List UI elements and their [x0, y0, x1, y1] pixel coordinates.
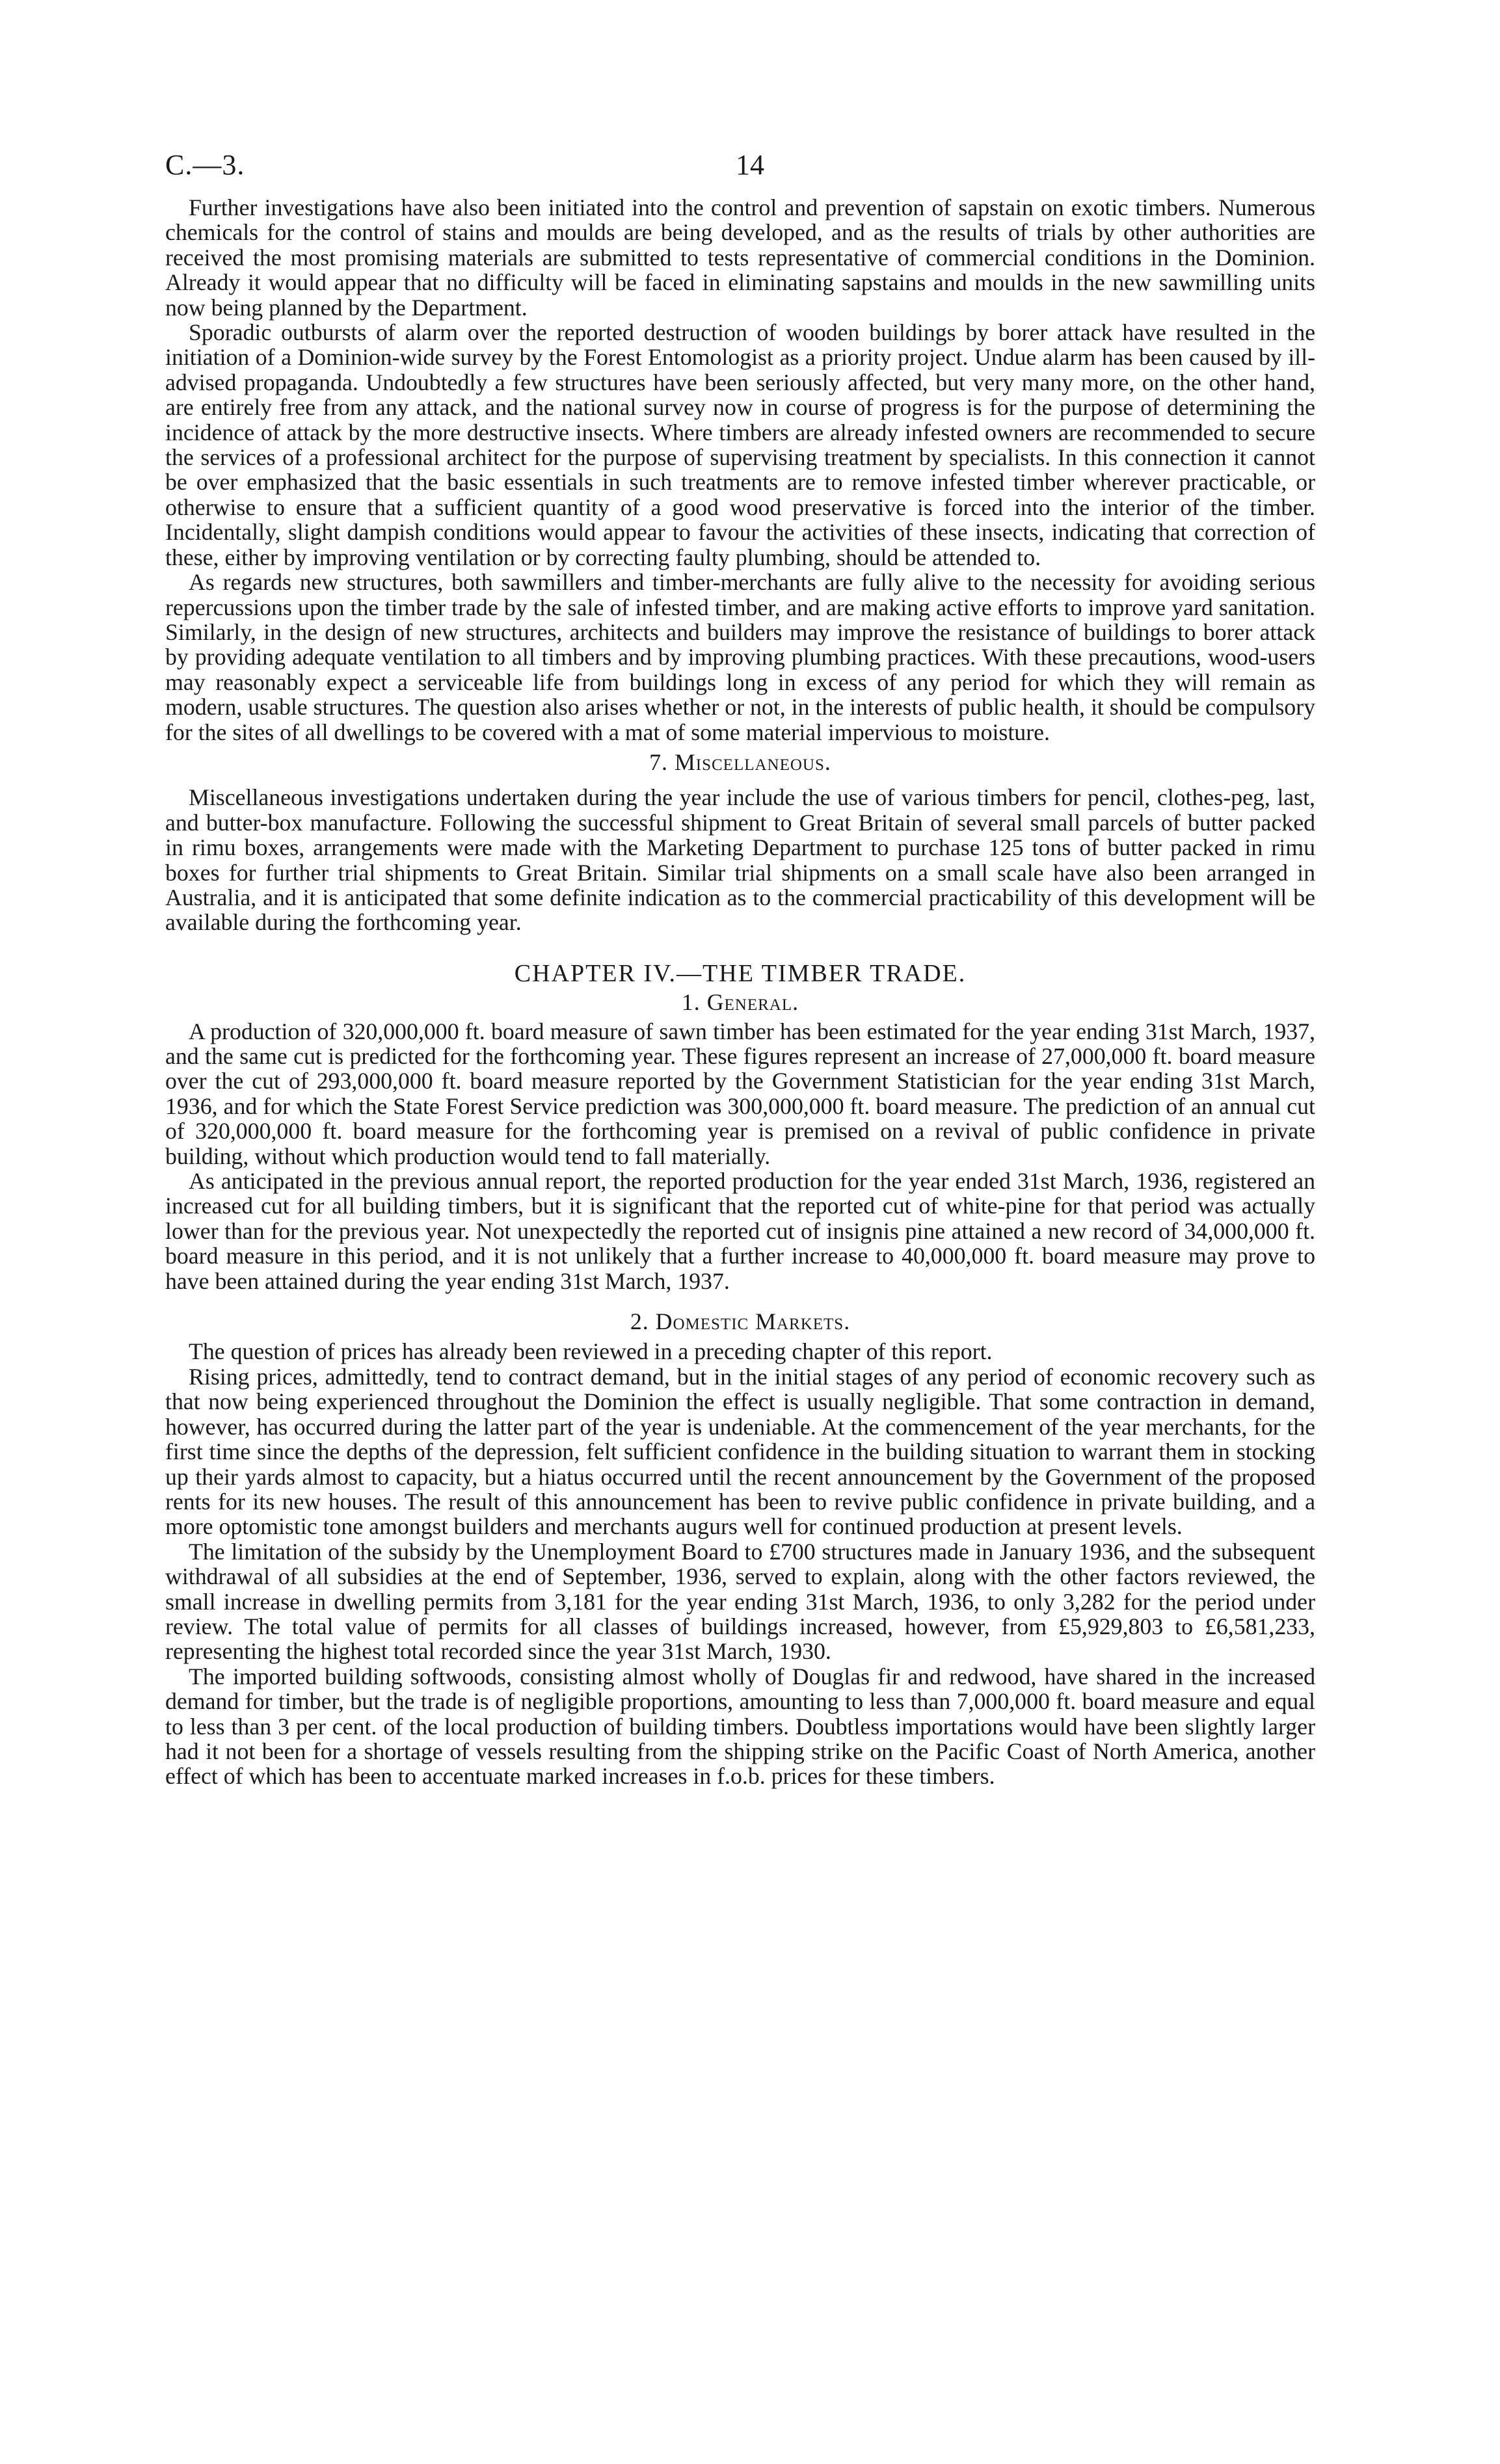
paragraph-sapstain: Further investigations have also been initiated into the control and prevention of sapstain on exotic timbers. Numerous chemicals for the control of stains and moulds are being developed, and as the results of trials by other authorities are received the most promising materials are submitted to tests representative of commercial conditions in the Dominion. Already it would appear that no difficulty will be faced in eliminating sapstains and moulds in the new sawmilling units now being planned by the Department. [165, 194, 1315, 321]
document-reference: C.—3. [165, 149, 245, 181]
section-heading-general: 1. General. [681, 989, 799, 1016]
paragraph-rising-prices: Rising prices, admittedly, tend to contract demand, but in the initial stages of any period of economic recovery such as that now being experienced throughout the Dominion the effect is usually negligible. That some contraction in demand, however, has occurred during the latter part of the year is undeniable. At the commencement of the year merchants, for the first time since the depths of the depression, felt sufficient confidence in the building situation to warrant them in stocking up their yards almost to capacity, but a hiatus occurred until the recent announcement by the Government of the proposed rents for its new houses. The result of this announcement has been to revive public confidence in private building, and a more optomistic tone amongst builders and merchants augurs well for continued production at present levels. [165, 1363, 1315, 1540]
paragraph-production: A production of 320,000,000 ft. board measure of sawn timber has been estimated for the year ending 31st March, 1937, and the same cut is predicted for the forthcoming year. These figures represent an increase of 27,000,000 ft. board measure over the cut of 293,000,000 ft. board measure reported by the Government Statistician for the year ending 31st March, 1936, and for which the State Forest Service prediction was 300,000,000 ft. board measure. The prediction of an annual cut of 320,000,000 ft. board measure for the forthcoming year is premised on a revival of public confidence in private building, without which production would tend to fall materially. [165, 1018, 1315, 1169]
paragraph-subsidy: The limitation of the subsidy by the Unemployment Board to £700 structures made in January 1936, and the subsequent withdrawal of all subsidies at the end of September, 1936, served to explain, along with the other factors reviewed, the small increase in dwelling permits from 3,181 for the year ending 31st March, 1936, to only 3,282 for the period under review. The total value of permits for all classes of buildings increased, however, from £5,929,803 to £6,581,233, representing the highest total recorded since the year 31st March, 1930. [165, 1538, 1315, 1665]
document-body [165, 195, 1315, 1789]
paragraph-anticipated: As anticipated in the previous annual report, the reported production for the year ended 31st March, 1936, registered an increased cut for all building timbers, but it is significant that the reported cut of white-pine for that period was actually lower than for the previous year. Not unexpectedly the reported cut of insignis pine attained a new record of 34,000,000 ft. board measure in this period, and it is not unlikely that a further increase to 40,000,000 ft. board measure may prove to have been attained during the year ending 31st March, 1937. [165, 1168, 1315, 1294]
paragraph-new-structures: As regards new structures, both sawmillers and timber-merchants are fully alive to the necessity for avoiding serious repercussions upon the timber trade by the sale of infested timber, and are making active efforts to improve yard sanitation. Similarly, in the design of new structures, architects and builders may improve the resistance of buildings to borer attack by providing adequate ventilation to all timbers and by improving plumbing practices. With these precautions, wood-users may reasonably expect a serviceable life from buildings long in excess of any period for which they will remain as modern, usable structures. The question also arises whether or not, in the interests of public health, it should be compulsory for the sites of all dwellings to be covered with a mat of some material impervious to moisture. [165, 569, 1315, 745]
paragraph-miscellaneous: Miscellaneous investigations undertaken during the year include the use of various timbers for pencil, clothes-peg, last, and butter-box manufacture. Following the successful shipment to Great Britain of several small parcels of butter packed in rimu boxes, arrangements were made with the Marketing Department to purchase 125 tons of butter packed in rimu boxes for further trial shipments to Great Britain. Similar trial shipments on a small scale have also been arranged in Australia, and it is anticipated that some definite indication as to the commercial practicability of this development will be available during the forthcoming year. [165, 784, 1315, 936]
page-number: 14 [736, 149, 764, 181]
paragraph-imported-softwoods: The imported building softwoods, consisting almost wholly of Douglas fir and redwood, have shared in the increased demand for timber, but the trade is of negligible proportions, amounting to less than 7,000,000 ft. board measure and equal to less than 3 per cent. of the local production of building timbers. Doubtless importations would have been slightly larger had it not been for a shortage of vessels resulting from the shipping strike on the Pacific Coast of North America, another effect of which has been to accentuate marked increases in f.o.b. prices for these timbers. [165, 1663, 1315, 1790]
page-header [165, 148, 1335, 187]
paragraph-prices: The question of prices has already been reviewed in a preceding chapter of this report. [189, 1338, 993, 1365]
section-heading-domestic-markets: 2. Domestic Markets. [630, 1308, 851, 1335]
paragraph-borer-survey: Sporadic outbursts of alarm over the reported destruction of wooden buildings by borer attack have resulted in the initiation of a Dominion-wide survey by the Forest Entomologist as a priority project. Undue alarm has been caused by ill-advised propaganda. Undoubtedly a few structures have been seriously affected, but very many more, on the other hand, are entirely free from any attack, and the national survey now in course of progress is for the purpose of determining the incidence of attack by the more destructive insects. Where timbers are already infested owners are recommended to secure the services of a professional architect for the purpose of supervising treatment by specialists. In this connection it cannot be over emphasized that the basic essentials in such treatments are to remove infested timber wherever practicable, or otherwise to ensure that a sufficient quantity of a good wood preservative is forced into the interior of the timber. Incidentally, slight dampish conditions would appear to favour the activities of these insects, indicating that correction of these, either by improving ventilation or by correcting faulty plumbing, should be attended to. [165, 319, 1315, 570]
section-heading-miscellaneous: 7. Miscellaneous. [649, 748, 831, 775]
chapter-heading: CHAPTER IV.—THE TIMBER TRADE. [514, 959, 967, 987]
